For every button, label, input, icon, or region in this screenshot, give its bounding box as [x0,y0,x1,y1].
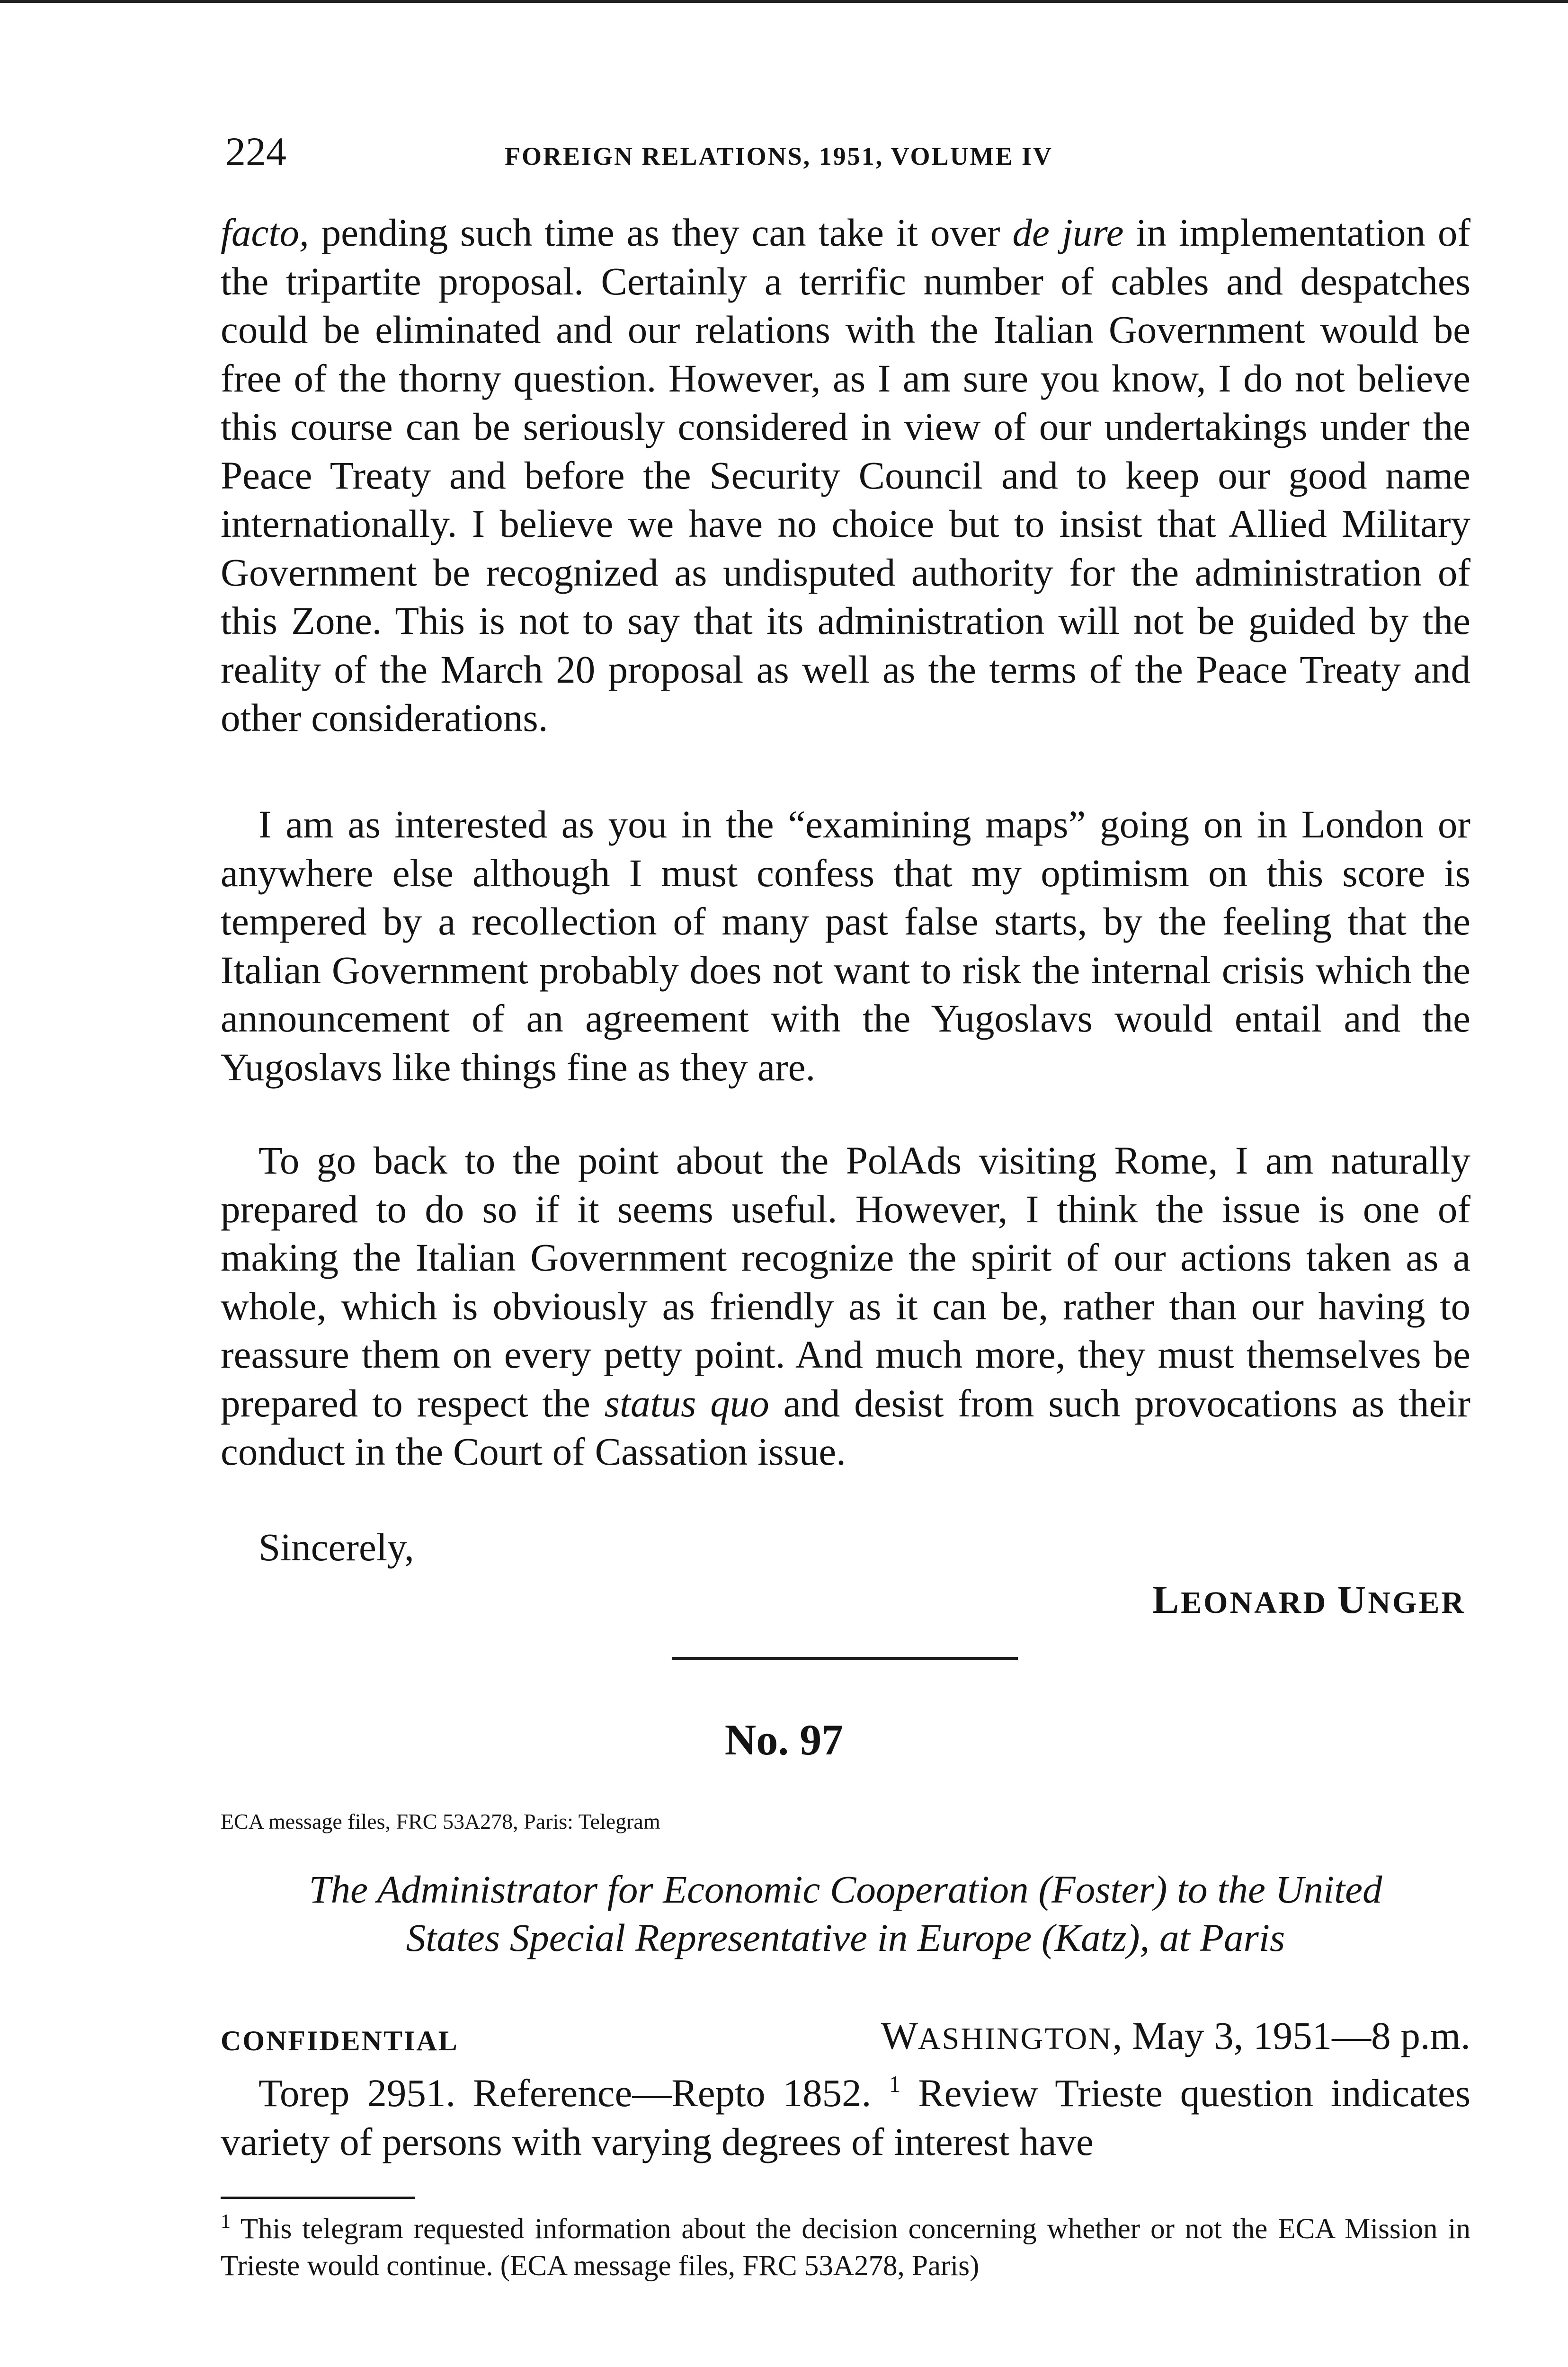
para1-text-a: pending such time as they can take it over [309,211,1013,254]
footnote-divider [221,2197,415,2199]
italic-term-de-jure: de jure [1012,211,1124,254]
telegram-text-b: Review Trieste question indicates variety of persons with varying degrees of interest have [221,2071,1470,2163]
document-number: No. 97 [724,1716,844,1764]
page-header [225,128,1466,180]
scan-top-border [0,0,1568,3]
letter-paragraph-3 [221,1136,1470,1476]
italic-term-status-quo: status quo [604,1381,769,1425]
dateline [221,2012,1470,2064]
document-title [221,1865,1470,1962]
telegram-body [221,2069,1470,2166]
source-note: ECA message files, FRC 53A278, Paris: Telegram [221,1809,660,1833]
footnote-reference: 1 [889,2071,901,2097]
letter-paragraph-1 [221,208,1470,742]
letter-paragraph-2 [221,800,1470,1091]
classification-label: CONFIDENTIAL [221,2025,459,2056]
place-and-date: WASHINGTON, May 3, 1951—8 p.m. [881,2014,1470,2057]
signature: LEONARD UNGER [1152,1578,1466,1622]
section-divider [672,1657,1018,1660]
para2-text: I am as interested as you in the “examining maps” going on in London or anywhere else although I must confess that my optimism on this score is tempered by a recollection of many past false starts, by the feeling that the Italian Government probably does not want to risk the internal crisis which the announcement of an agreement with the Yugoslavs would entail and the Yugoslavs like things fine as they are. [221,802,1470,1089]
document-title-line-2: States Special Representative in Europe (Katz), at Paris [406,1916,1285,1959]
document-title-line-1: The Administrator for Economic Cooperation (Foster) to the United [309,1868,1382,1911]
page-number: 224 [225,129,286,174]
running-head: FOREIGN RELATIONS, 1951, VOLUME IV [505,142,1053,170]
para3-text-b: and desist from such provocations as their conduct in the Court of Cassation issue. [221,1381,1470,1473]
footnote-text: This telegram requested information about the decision concerning whether or not the ECA Mission in Trieste would continue. (ECA message files, FRC 53A278, Paris) [221,2213,1470,2282]
italic-term-facto: facto, [221,211,309,254]
footnote-marker: 1 [221,2211,231,2233]
para1-text-b: in implementation of the tripartite proposal. Certainly a terrific number of cables and despatches could be eliminated and our relations with the Italian Government would be free of the thorny question. However, as I am sure you know, I do not believe this course can be seriously considered in view of our undertakings under the Peace Treaty and before the Security Council and to keep our good name internationally. I believe we have no choice but to insist that Allied Military Government be recognized as undisputed authority for the administration of this Zone. This is not to say that its administration will not be guided by the reality of the March 20 proposal as well as the terms of the Peace Treaty and other considerations. [221,211,1470,739]
telegram-text-a: Torep 2951. Reference—Repto 1852. [258,2071,889,2115]
para3-text-a: To go back to the point about the PolAds visiting Rome, I am naturally prepared to do so if it seems useful. However, I think the issue is one of making the Italian Government recognize the spirit of our actions taken as a whole, which is obviously as friendly as it can be, rather than our having to reassure them on every petty point. And much more, they must themselves be prepared to respect the [221,1139,1470,1425]
letter-closing: Sincerely, [258,1525,414,1569]
footnote [221,2211,1470,2285]
